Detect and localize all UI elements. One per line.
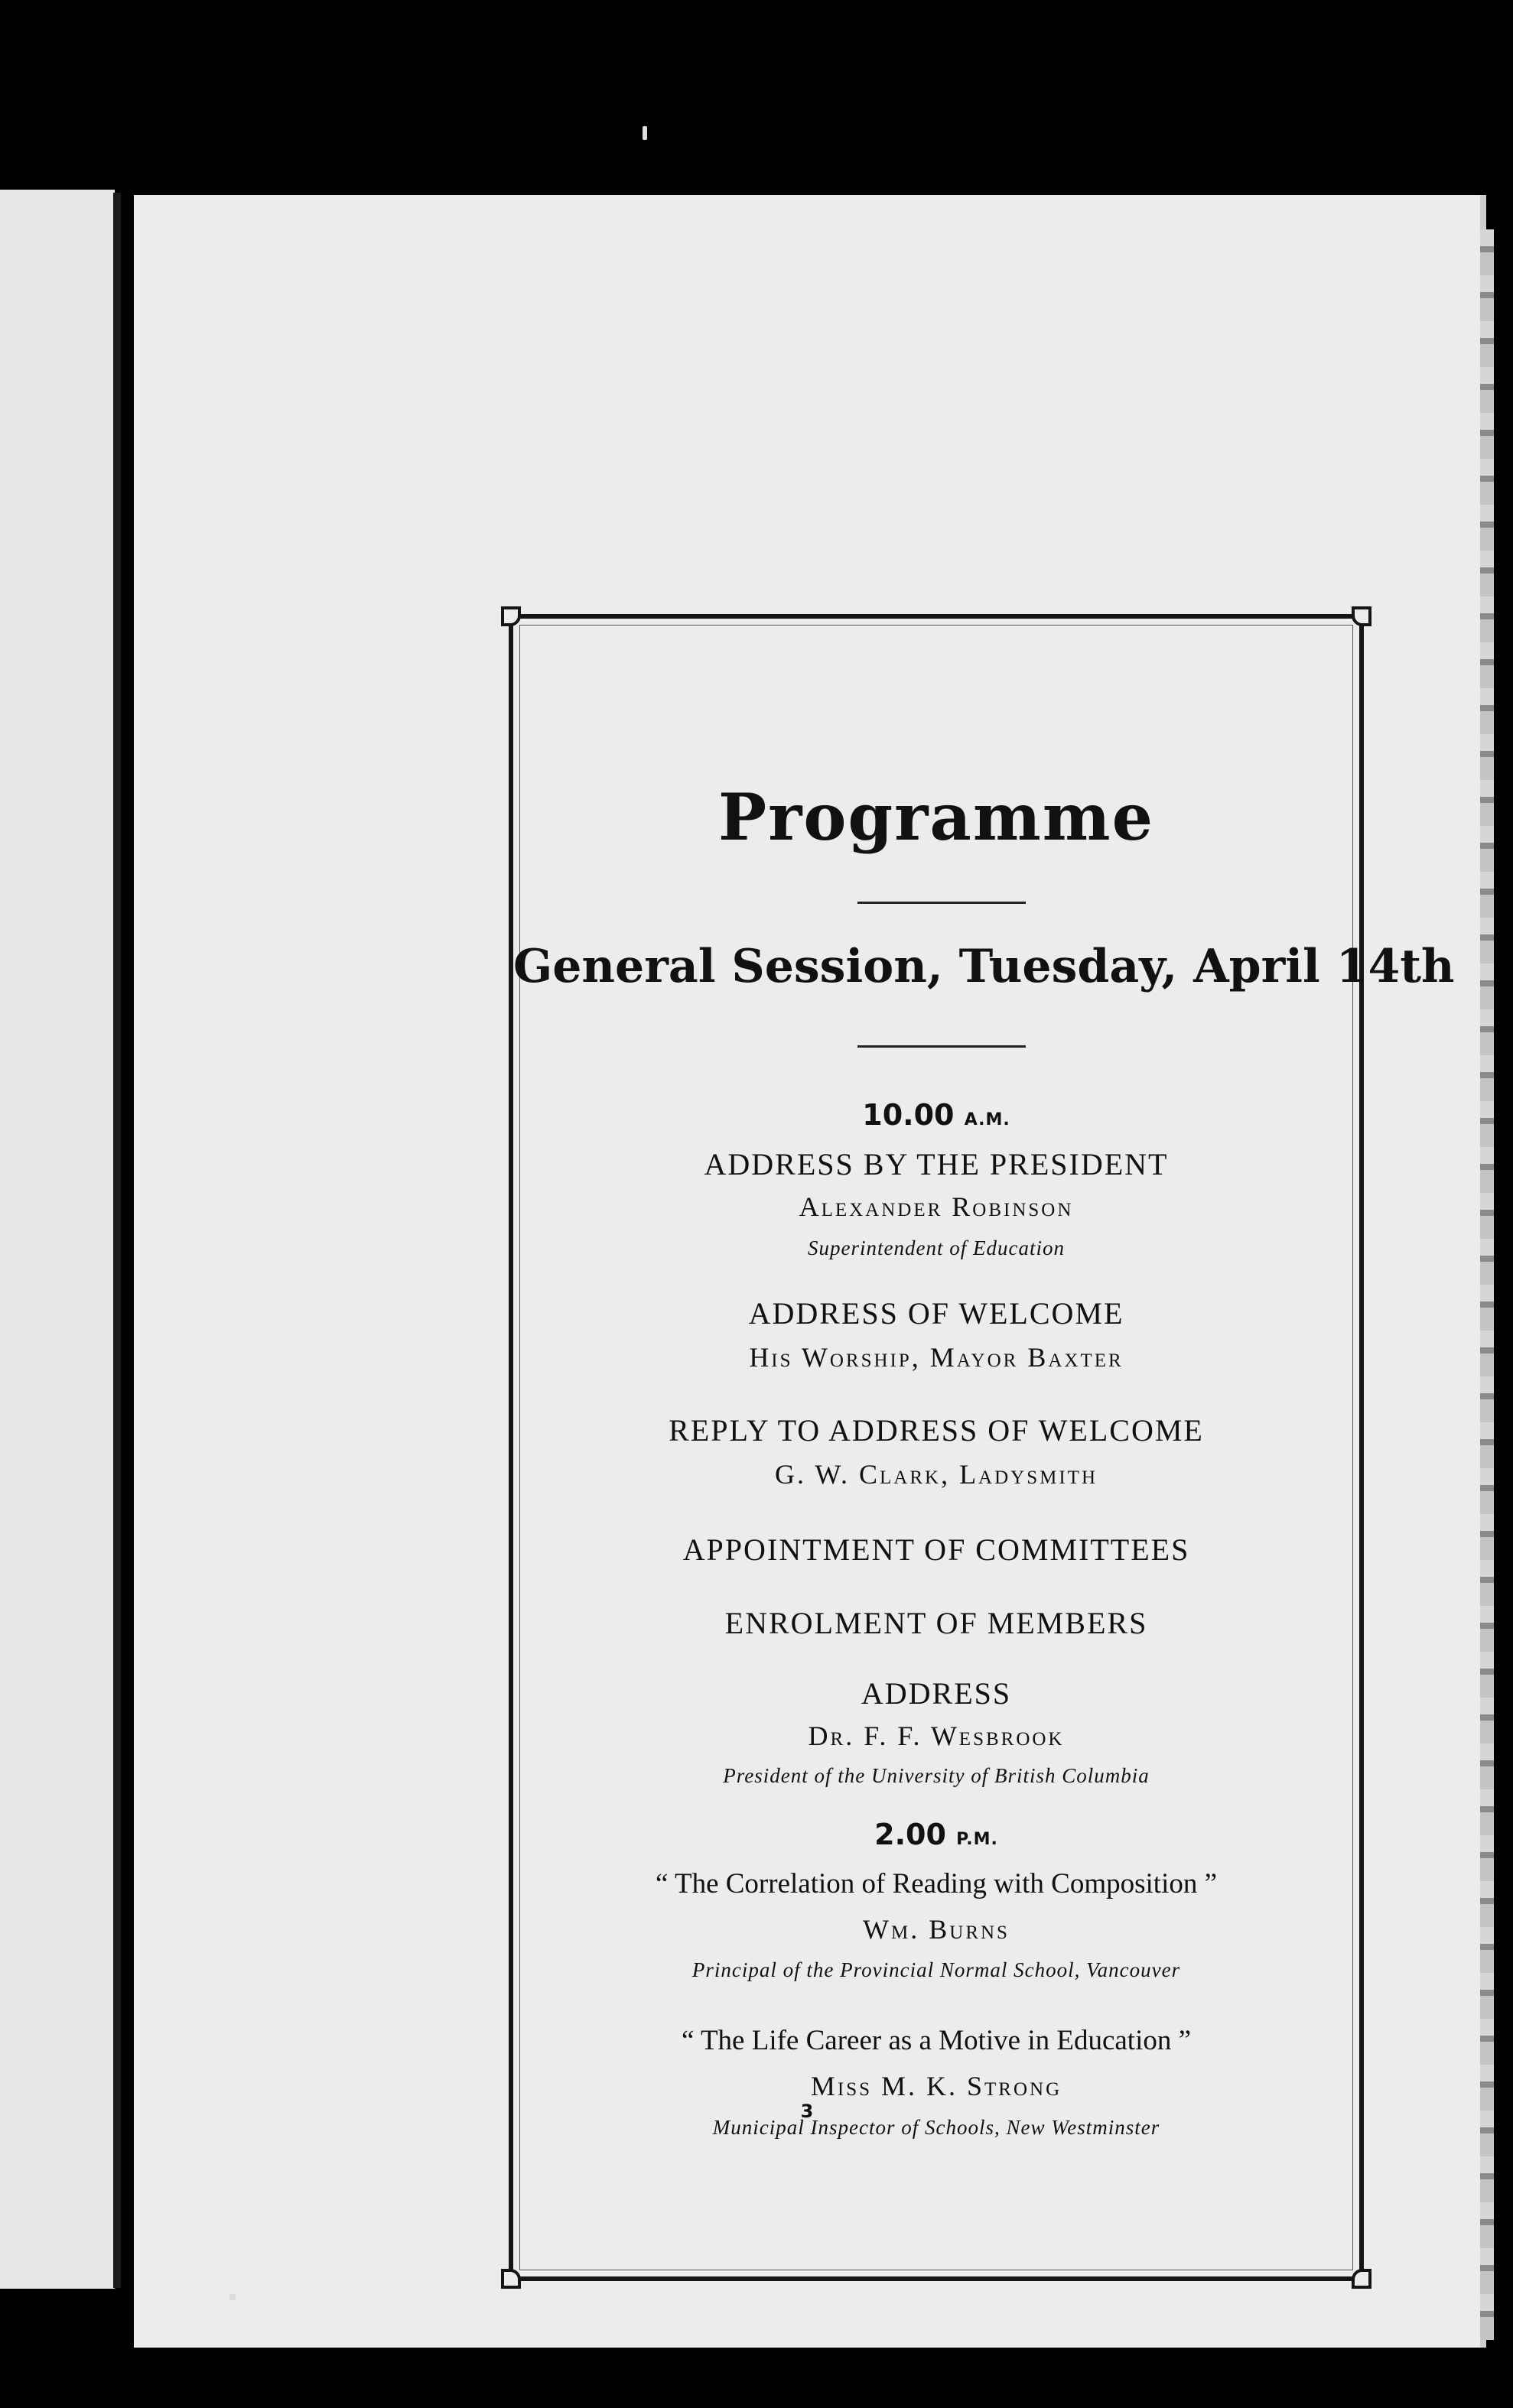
frame-corner-ornament	[1352, 606, 1371, 626]
frame-corner-ornament	[501, 606, 521, 626]
agenda-heading: REPLY TO ADDRESS OF WELCOME	[669, 1413, 1204, 1448]
agenda-speaker: Dr. F. F. Wesbrook	[808, 1721, 1065, 1751]
page-number: 3	[800, 2101, 814, 2122]
agenda-heading: ADDRESS BY THE PRESIDENT	[704, 1147, 1169, 1181]
agenda-speaker: Wm. Burns	[863, 1914, 1010, 1945]
left-page-binding-rule	[113, 193, 121, 2288]
frame-corner-ornament	[1352, 2269, 1371, 2289]
agenda-speaker-role: President of the University of British Columbia	[723, 1764, 1150, 1787]
agenda-speaker-role: Principal of the Provincial Normal School, Vancouver	[691, 1958, 1181, 1981]
frame-corner-ornament	[501, 2269, 521, 2289]
scan-speck	[643, 126, 647, 140]
afternoon-ampm: P.M.	[956, 1830, 998, 1849]
scan-speck	[229, 2294, 236, 2300]
afternoon-time-value: 2.00	[874, 1818, 946, 1851]
title-divider	[857, 902, 1026, 904]
agenda-heading: APPOINTMENT OF COMMITTEES	[682, 1532, 1190, 1567]
afternoon-time	[513, 1818, 1359, 1851]
agenda-heading: ENROLMENT OF MEMBERS	[724, 1606, 1148, 1640]
agenda-speaker-role: Superintendent of Education	[808, 1236, 1065, 1259]
agenda-speaker: G. W. Clark, Ladysmith	[774, 1459, 1098, 1490]
morning-ampm: A.M.	[964, 1110, 1010, 1129]
agenda-heading: ADDRESS OF WELCOME	[748, 1296, 1124, 1331]
morning-time	[513, 1098, 1359, 1132]
programme-title: Programme	[717, 779, 1155, 855]
agenda-speaker-role: Municipal Inspector of Schools, New Westminster	[712, 2116, 1160, 2139]
talk-title: “ The Correlation of Reading with Composition ”	[655, 1868, 1218, 1899]
talk-title: “ The Life Career as a Motive in Education ”	[681, 2025, 1192, 2056]
agenda-speaker: Alexander Robinson	[799, 1191, 1074, 1222]
ornamental-frame	[509, 614, 1455, 2281]
morning-time-value: 10.00	[862, 1098, 955, 1132]
agenda-speaker: Miss M. K. Strong	[810, 2071, 1062, 2101]
agenda-speaker: His Worship, Mayor Baxter	[749, 1342, 1124, 1373]
page-edge-shadow	[1480, 229, 1494, 2340]
subtitle-divider	[857, 1045, 1026, 1048]
document-page	[134, 195, 1486, 2348]
session-subtitle: General Session, Tuesday, April 14th	[513, 940, 1455, 993]
left-page-edge	[0, 190, 115, 2289]
agenda-heading: ADDRESS	[861, 1676, 1012, 1711]
